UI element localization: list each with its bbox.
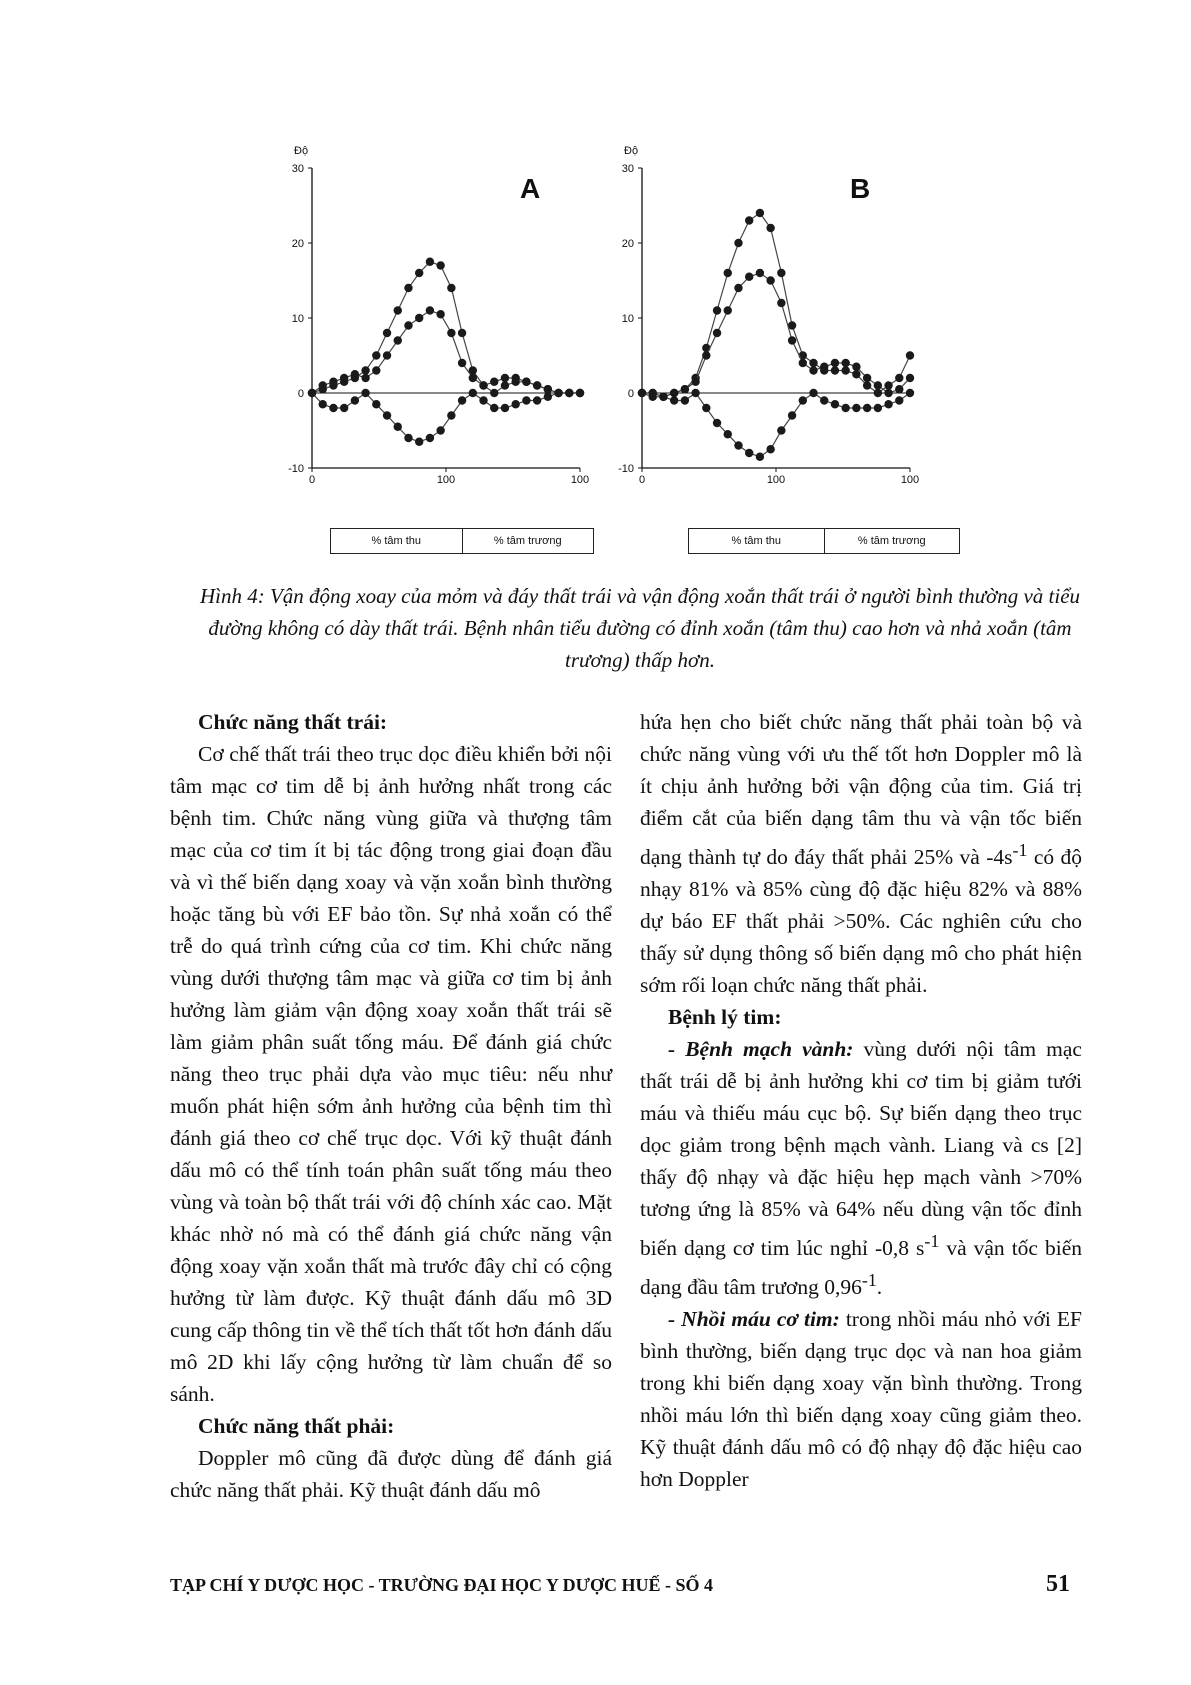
heading-right-ventricle: Chức năng thất phải: xyxy=(198,1414,395,1438)
data-point xyxy=(447,284,455,292)
data-point xyxy=(426,434,434,442)
data-point xyxy=(777,426,785,434)
data-point xyxy=(734,284,742,292)
data-point xyxy=(554,389,562,397)
chart-b-svg xyxy=(620,138,920,518)
data-point xyxy=(863,404,871,412)
data-point xyxy=(576,389,584,397)
data-point xyxy=(565,389,573,397)
data-point xyxy=(383,411,391,419)
y-tick-label: 10 xyxy=(291,313,304,325)
data-point xyxy=(681,385,689,393)
data-point xyxy=(788,411,796,419)
data-point xyxy=(533,396,541,404)
data-point xyxy=(884,389,892,397)
data-point xyxy=(351,370,359,378)
paragraph-left-ventricle: Cơ chế thất trái theo trục dọc điều khiển bởi nội tâm mạc cơ tim dễ bị ảnh hưởng nhất trong các bệnh tim. Chức năng vùng giữa và thượng tâm mạc của cơ tim ít bị tác động trong giai đoạn đầu và vì thế biến dạng xoay và vặn xoắn bình thường hoặc tăng bù với EF bảo tồn. Sự nhả xoắn có thể trễ do quá trình cứng của cơ tim. Khi chức năng vùng dưới thượng tâm mạc và giữa cơ tim bị ảnh hưởng làm giảm vận động xoay xoắn thất trái sẽ làm giảm phân suất tống máu. Để đánh giá chức năng theo trục phải dựa vào mục tiêu: nếu như muốn phát hiện sớm ảnh hưởng của bệnh tim thì đánh giá theo cơ chế trục dọc. Với kỹ thuật đánh dấu mô có thể tính toán phân suất tống máu theo vùng và toàn bộ thất trái với độ chính xác cao. Mặt khác nhờ nó mà có thể đánh giá chức năng vận động xoay vặn xoắn thất mà trước đây chỉ có cộng hưởng từ làm được. Kỹ thuật đánh dấu mô 3D cung cấp thông tin về thể tích thất tốt hơn đánh dấu mô 2D khi lấy cộng hưởng từ làm chuẩn để so sánh. xyxy=(170,742,612,1406)
journal-name: TẠP CHÍ Y DƯỢC HỌC - TRƯỜNG ĐẠI HỌC Y DƯỢC HUẾ - SỐ 4 xyxy=(170,1575,714,1595)
data-point xyxy=(372,366,380,374)
data-point xyxy=(820,396,828,404)
x-tick-label: 100 xyxy=(436,474,456,486)
data-point xyxy=(788,336,796,344)
data-point xyxy=(329,378,337,386)
y-tick-label: -10 xyxy=(288,463,304,475)
data-point xyxy=(906,374,914,382)
data-point xyxy=(852,370,860,378)
data-point xyxy=(691,389,699,397)
x-tick-label: 0 xyxy=(638,474,646,486)
data-point xyxy=(511,374,519,382)
data-point xyxy=(895,374,903,382)
paragraph-right-ventricle: Doppler mô cũng đã được dùng để đánh giá chức năng thất phải. Kỹ thuật đánh dấu mô xyxy=(170,1446,612,1502)
data-point xyxy=(906,389,914,397)
data-point xyxy=(852,404,860,412)
data-point xyxy=(404,434,412,442)
panel-letter: B xyxy=(850,173,871,204)
data-point xyxy=(809,366,817,374)
data-point xyxy=(436,426,444,434)
data-point xyxy=(544,393,552,401)
data-point xyxy=(906,351,914,359)
data-point xyxy=(522,396,530,404)
chart-a-svg xyxy=(290,138,590,518)
data-point xyxy=(745,449,753,457)
data-point xyxy=(734,239,742,247)
y-axis-label: Độ xyxy=(624,145,639,157)
data-point xyxy=(372,351,380,359)
data-point xyxy=(713,306,721,314)
data-point xyxy=(533,381,541,389)
y-tick-label: -10 xyxy=(618,463,634,475)
data-point xyxy=(383,329,391,337)
data-point xyxy=(319,400,327,408)
data-point xyxy=(766,224,774,232)
page-number: 51 xyxy=(1046,1571,1070,1597)
heading-cardiac-disease: Bệnh lý tim: xyxy=(668,1005,782,1030)
data-point xyxy=(799,396,807,404)
data-point xyxy=(841,404,849,412)
y-tick-label: 10 xyxy=(621,313,634,325)
data-point xyxy=(874,404,882,412)
data-point xyxy=(511,400,519,408)
data-point xyxy=(670,389,678,397)
data-point xyxy=(713,419,721,427)
data-point xyxy=(670,396,678,404)
y-tick-label: 20 xyxy=(291,238,304,250)
figure-4 xyxy=(290,138,1010,568)
data-point xyxy=(447,329,455,337)
data-point xyxy=(404,321,412,329)
data-point xyxy=(404,284,412,292)
right-column xyxy=(640,706,1082,1495)
data-point xyxy=(469,374,477,382)
data-point xyxy=(383,351,391,359)
y-tick-label: 30 xyxy=(291,163,304,175)
data-point xyxy=(340,404,348,412)
data-point xyxy=(681,396,689,404)
data-point xyxy=(308,389,316,397)
data-point xyxy=(841,366,849,374)
data-point xyxy=(394,336,402,344)
data-point xyxy=(544,385,552,393)
data-point xyxy=(895,396,903,404)
data-point xyxy=(372,400,380,408)
data-point xyxy=(490,378,498,386)
data-point xyxy=(361,366,369,374)
phase-systole-label: % tâm thu xyxy=(731,535,782,547)
data-point xyxy=(426,306,434,314)
text: có độ nhạy 81% và 85% cùng độ đặc hiệu 82% và 88% dự báo EF thất phải >50%. Các nghiên cứu cho thấy sử dụng thông số biến dạng mô cho phát hiện sớm rối loạn chức năng thất phải. xyxy=(640,845,1082,998)
data-point xyxy=(361,389,369,397)
data-point xyxy=(479,381,487,389)
data-point xyxy=(702,351,710,359)
data-point xyxy=(458,329,466,337)
data-point xyxy=(691,378,699,386)
panel-letter: A xyxy=(520,173,541,204)
superscript: -1 xyxy=(1012,840,1028,860)
paragraph-infarction xyxy=(640,1303,1082,1495)
data-point xyxy=(447,411,455,419)
data-point xyxy=(831,359,839,367)
paragraph-coronary xyxy=(640,1033,1082,1303)
superscript: -1 xyxy=(924,1231,940,1252)
data-point xyxy=(319,381,327,389)
superscript: -1 xyxy=(861,1270,877,1291)
data-point xyxy=(831,400,839,408)
lead-coronary: - Bệnh mạch vành: xyxy=(668,1037,854,1062)
data-point xyxy=(394,423,402,431)
phase-diastole-label: % tâm trương xyxy=(462,529,594,553)
data-point xyxy=(895,385,903,393)
data-point xyxy=(766,445,774,453)
data-point xyxy=(777,269,785,277)
data-point xyxy=(734,441,742,449)
caption-label: Hình 4: xyxy=(199,584,265,608)
series-line-1 xyxy=(642,213,910,397)
data-point xyxy=(638,389,646,397)
data-point xyxy=(436,310,444,318)
y-tick-label: 30 xyxy=(621,163,634,175)
data-point xyxy=(724,430,732,438)
phase-labels-a xyxy=(330,528,594,554)
data-point xyxy=(501,381,509,389)
heading-left-ventricle: Chức năng thất trái: xyxy=(198,710,388,734)
y-tick-label: 20 xyxy=(621,238,634,250)
text: và vận tốc biến dạng đầu tâm trương 0,96 xyxy=(640,1236,1082,1300)
data-point xyxy=(874,381,882,389)
data-point xyxy=(799,359,807,367)
data-point xyxy=(874,389,882,397)
data-point xyxy=(745,273,753,281)
y-tick-label: 0 xyxy=(627,388,634,400)
paragraph-right-ventricle-cont xyxy=(640,706,1082,1001)
data-point xyxy=(490,389,498,397)
text: . xyxy=(876,1275,883,1300)
x-tick-label: 100 xyxy=(570,474,590,486)
data-point xyxy=(361,374,369,382)
data-point xyxy=(659,393,667,401)
data-point xyxy=(724,306,732,314)
data-point xyxy=(863,381,871,389)
figure-caption xyxy=(180,580,1100,676)
data-point xyxy=(745,216,753,224)
data-point xyxy=(713,329,721,337)
x-tick-label: 0 xyxy=(308,474,316,486)
data-point xyxy=(501,374,509,382)
data-point xyxy=(426,258,434,266)
x-tick-label: 100 xyxy=(900,474,920,486)
data-point xyxy=(415,438,423,446)
data-point xyxy=(479,396,487,404)
data-point xyxy=(884,381,892,389)
left-column xyxy=(170,706,612,1506)
data-point xyxy=(852,363,860,371)
data-point xyxy=(809,389,817,397)
data-point xyxy=(863,374,871,382)
data-point xyxy=(820,363,828,371)
data-point xyxy=(777,299,785,307)
phase-systole-label: % tâm thu xyxy=(371,535,422,547)
data-point xyxy=(469,389,477,397)
data-point xyxy=(649,393,657,401)
data-point xyxy=(766,276,774,284)
phase-diastole-label: % tâm trương xyxy=(824,529,960,553)
data-point xyxy=(458,359,466,367)
data-point xyxy=(756,453,764,461)
data-point xyxy=(884,400,892,408)
data-point xyxy=(490,404,498,412)
chart-panel-a xyxy=(290,138,590,518)
data-point xyxy=(351,396,359,404)
text: hứa hẹn cho biết chức năng thất phải toàn bộ và chức năng vùng với ưu thế tốt hơn Doppler mô là ít chịu ảnh hưởng bởi vận động của tim. Giá trị điểm cắt của biến dạng tâm thu và vận tốc biến dạng thành tự do đáy thất phải 25% và -4s xyxy=(640,710,1082,870)
data-point xyxy=(340,374,348,382)
data-point xyxy=(415,314,423,322)
lead-infarction: - Nhồi máu cơ tim: xyxy=(668,1307,840,1332)
data-point xyxy=(756,269,764,277)
data-point xyxy=(415,269,423,277)
phase-labels-b xyxy=(688,528,960,554)
data-point xyxy=(831,366,839,374)
data-point xyxy=(841,359,849,367)
y-tick-label: 0 xyxy=(297,388,304,400)
data-point xyxy=(756,209,764,217)
data-point xyxy=(458,396,466,404)
data-point xyxy=(501,404,509,412)
caption-text: Vận động xoay của mỏm và đáy thất trái và vận động xoắn thất trái ở người bình thường và tiểu đường không có dày thất trái. Bệnh nhân tiểu đường có đỉnh xoắn (tâm thu) cao hơn và nhả xoắn (tâm trương) thấp hơn. xyxy=(208,584,1081,672)
x-tick-label: 100 xyxy=(766,474,786,486)
data-point xyxy=(436,261,444,269)
data-point xyxy=(394,306,402,314)
data-point xyxy=(724,269,732,277)
text: vùng dưới nội tâm mạc thất trái dễ bị ảnh hưởng khi cơ tim bị giảm tưới máu và thiếu máu cục bộ. Sự biến dạng theo trục dọc giảm trong bệnh mạch vành. Liang và cs [2] thấy độ nhạy và đặc hiệu hẹp mạch vành >70% tương ứng là 85% và 64% nếu dùng vận tốc đỉnh biến dạng cơ tim lúc nghỉ -0,8 s xyxy=(640,1037,1082,1261)
data-point xyxy=(522,378,530,386)
data-point xyxy=(809,359,817,367)
data-point xyxy=(702,404,710,412)
data-point xyxy=(329,404,337,412)
chart-panel-b xyxy=(620,138,920,518)
y-axis-label: Độ xyxy=(294,145,309,157)
text: trong nhồi máu nhỏ với EF bình thường, biến dạng trục dọc và nan hoa giảm trong khi biến dạng xoay vặn bình thường. Trong nhồi máu lớn thì biến dạng xoay cũng giảm theo. Kỹ thuật đánh dấu mô có độ nhạy độ đặc hiệu cao hơn Doppler xyxy=(640,1307,1082,1492)
